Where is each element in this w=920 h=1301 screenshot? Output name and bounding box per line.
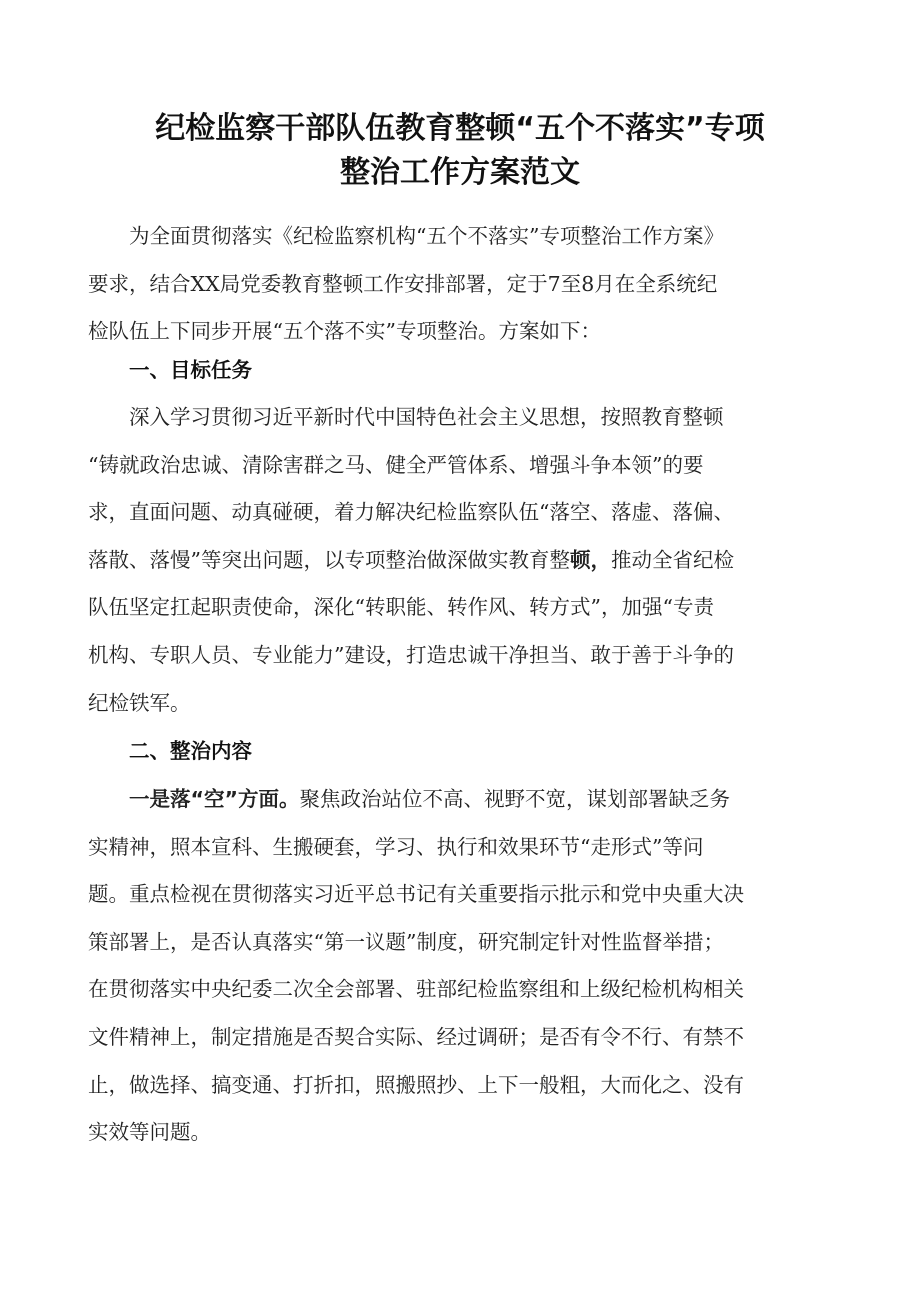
content-bold-lead: 一是落“空”方面。 [129, 787, 300, 811]
content-paragraph [88, 776, 840, 1157]
section-heading-goals: 一、目标任务 [129, 358, 252, 382]
intro-line: 要求，结合XX局党委教育整顿工作安排部署，定于7至8月在全系统纪 [88, 271, 718, 296]
goals-line: 求，直面问题、动真碰硬，着力解决纪检监察队伍“落空、落虚、落偏、 [88, 500, 734, 525]
goals-line: 深入学习贯彻习近平新时代中国特色社会主义思想，按照教育整顿 [129, 405, 724, 429]
content-line: 在贯彻落实中央纪委二次全会部署、驻部纪检监察组和上级纪检机构相关 [88, 977, 744, 1002]
goals-line-text: 落散、落慢”等突出问题，以专项整治做深做实教育整 [88, 547, 570, 572]
goals-line: 机构、专职人员、专业能力”建设，打造忠诚干净担当、敢于善于斗争的 [88, 642, 734, 667]
content-line [88, 776, 840, 824]
goals-bold-fragment: 顿， [569, 547, 611, 572]
content-line: 实精神，照本宣科、生搬硬套，学习、执行和效果环节“走形式”等问 [88, 834, 704, 859]
goals-line-text-continued: 推动全省纪检 [610, 547, 734, 572]
intro-line: 为全面贯彻落实《纪检监察机构“五个不落实”专项整治工作方案》 [129, 224, 724, 248]
document-title-line-2: 整治工作方案范文 [340, 155, 580, 190]
goals-line: 队伍坚定扛起职责使命，深化“转职能、转作风、转方式”，加强“专责 [88, 595, 714, 620]
goals-line: 纪检铁军。 [88, 690, 191, 715]
content-line: 文件精神上，制定措施是否契合实际、经过调研；是否有令不行、有禁不 [88, 1024, 744, 1049]
content-line-text: 聚焦政治站位不高、视野不宽，谋划部署缺乏务 [299, 787, 730, 811]
goals-line: “铸就政治忠诚、清除害群之马、健全严管体系、增强斗争本领”的要 [88, 452, 704, 477]
section-heading-content: 二、整治内容 [129, 739, 252, 763]
goals-paragraph [88, 394, 840, 727]
content-line: 止，做选择、搞变通、打折扣，照搬照抄、上下一般粗，大而化之、没有 [88, 1072, 744, 1097]
intro-paragraph [88, 213, 840, 356]
goals-line [88, 537, 840, 585]
content-line: 题。重点检视在贯彻落实习近平总书记有关重要指示批示和党中央重大决 [88, 882, 744, 907]
content-line: 实效等问题。 [88, 1120, 211, 1145]
intro-line: 检队伍上下同步开展“五个落不实”专项整治。方案如下： [88, 319, 601, 344]
document-title-line-1: 纪检监察干部队伍教育整顿“五个不落实”专项 [155, 111, 765, 146]
content-line: 策部署上，是否认真落实“第一议题”制度，研究制定针对性监督举措； [88, 929, 724, 954]
